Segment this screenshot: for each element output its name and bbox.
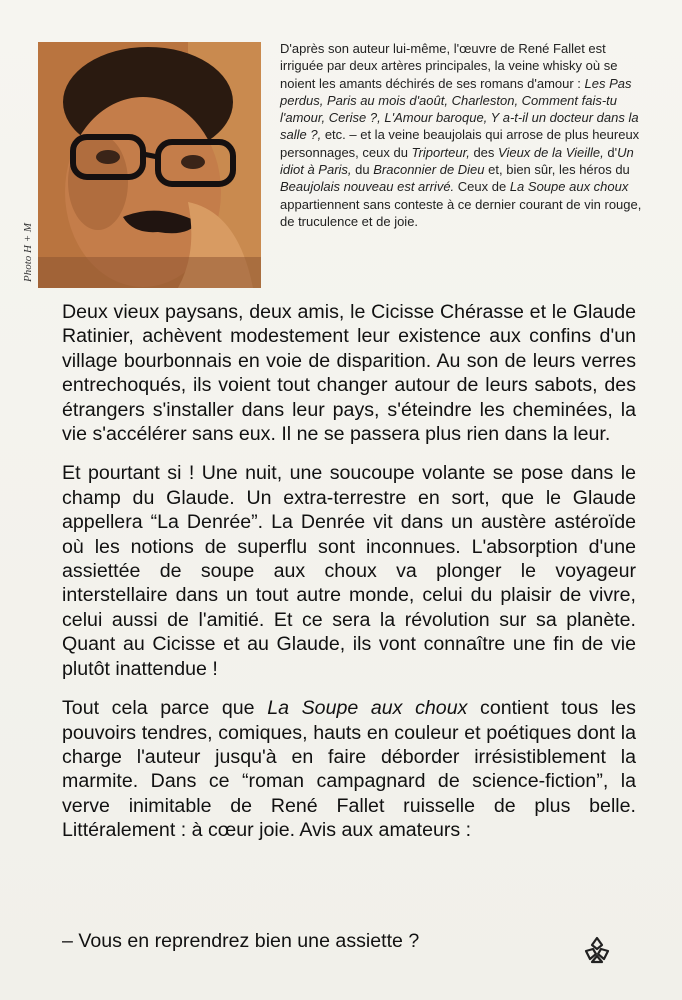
paragraph-text: Tout cela parce que: [62, 697, 268, 720]
publisher-logo-icon: [582, 935, 612, 965]
author-photo-block: [22, 42, 261, 288]
photo-credit: Photo H + M: [22, 222, 34, 282]
bio-title: Beaujolais nouveau est arrivé.: [280, 179, 455, 195]
bio-text: Ceux de: [454, 179, 510, 195]
bio-text: etc. – et la veine beaujolais qui arrose de plus heureux personnages, ceux du: [280, 127, 640, 160]
bio-text: appartiennent sans conteste à ce dernier courant de vin rouge, de truculence et de joie.: [280, 196, 642, 229]
bio-title: Les Pas perdus, Paris au mois d'août, Charleston, Comment fais-tu l'amour, Cerise ?, L'Amour baroque, Y a-t-il un docteur dans la salle ?,: [280, 75, 639, 143]
bio-text: des: [469, 144, 499, 160]
bio-title: Vieux de la Vieille,: [498, 144, 604, 160]
author-photo: [38, 42, 261, 288]
bio-text: du: [351, 162, 374, 178]
synopsis-paragraph-3: [62, 696, 636, 842]
bio-title: La Soupe aux choux: [509, 179, 629, 195]
bio-text: D'après son auteur lui-même, l'œuvre de René Fallet est irriguée par deux artères principales, la veine whisky où se noient les amants déchirés de ses romans d'amour :: [280, 41, 618, 91]
synopsis-paragraph-1: Deux vieux paysans, deux amis, le Cicisse Chérasse et le Glaude Ratinier, achèvent modestement leur existence aux confins d'un village bourbonnais en voie de disparition. Au son de leurs verres entrechoqués, ils voient tout changer autour de leurs sabots, des étrangers s'installer dans leur pays, s'éteindre les cheminées, la vie s'accélérer sans eux. Il ne se passera plus rien dans la leur.: [62, 301, 636, 446]
author-bio: [280, 40, 650, 230]
bio-text: d': [603, 144, 618, 160]
bio-title: Braconnier de Dieu: [373, 162, 485, 178]
book-title: La Soupe aux choux: [267, 697, 468, 720]
synopsis-paragraph-2: Et pourtant si ! Une nuit, une soucoupe volante se pose dans le champ du Glaude. Un extra-terrestre en sort, que le Glaude appellera “La Denrée”. La Denrée vit dans un austère astéroïde où les notions de superflu sont inconnues. L'absorption d'une assiettée de soupe aux choux va plonger le voyageur interstellaire dans un tout autre monde, celui du plaisir de vivre, celui aussi de l'amitié. Et ce sera la révolution sur sa planète. Quant au Cicisse et au Glaude, ils vont connaître une fin de vie plutôt inattendue !: [62, 462, 636, 680]
closing-line: – Vous en reprendrez bien une assiette ?: [62, 930, 420, 952]
bio-text: et, bien sûr, les héros du: [484, 162, 630, 178]
bio-title: Un idiot à Paris,: [280, 144, 634, 178]
paragraph-text: contient tous les pouvoirs tendres, comiques, hauts en couleur et poétiques dont la charge l'auteur jusqu'à en faire déborder irrésistiblement la marmite. Dans ce “roman campagnard de science-fiction”, la verve inimitable de René Fallet ruisselle de plus belle. Littéralement : à cœur joie. Avis aux amateurs :: [62, 697, 636, 842]
bio-title: Triporteur,: [411, 144, 470, 160]
synopsis: [62, 300, 636, 858]
